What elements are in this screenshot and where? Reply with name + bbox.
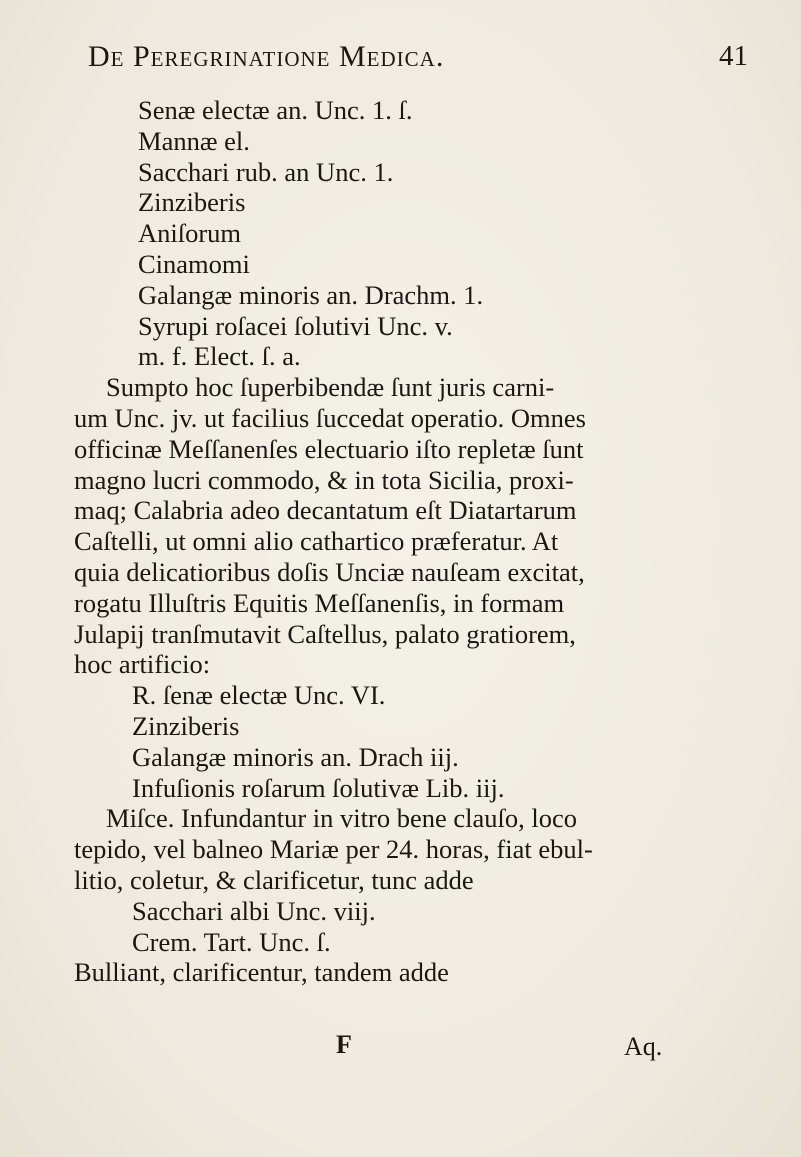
text-line: litio, coletur, & clarificetur, tunc adde xyxy=(74,864,474,895)
text-line: Sacchari rub. an Unc. 1. xyxy=(138,156,394,187)
text-line: Aniſorum xyxy=(138,218,242,249)
text-line: quia delicatioribus doſis Unciæ nauſeam excitat, xyxy=(74,556,585,587)
text-line: R. ſenæ electæ Unc. VI. xyxy=(132,680,386,711)
body-text xyxy=(74,95,754,988)
text-line: Mannæ el. xyxy=(138,125,250,156)
text-line: Miſce. Infundantur in vitro bene clauſo, loco xyxy=(106,803,577,834)
page-number: 41 xyxy=(719,40,748,72)
text-line: Cinamomi xyxy=(138,248,250,279)
running-title: De Peregrinatione Medica. xyxy=(88,40,445,73)
text-line: Zinziberis xyxy=(132,710,240,741)
running-header xyxy=(88,40,748,80)
page-footer xyxy=(74,1030,754,1064)
text-line: Syrupi roſacei ſolutivi Unc. v. xyxy=(138,310,453,341)
text-line: Galangæ minoris an. Drachm. 1. xyxy=(138,279,484,310)
signature-mark: F xyxy=(336,1030,352,1059)
text-line: hoc artificio: xyxy=(74,649,211,680)
text-line: Sumpto hoc ſuperbibendæ ſunt juris carni- xyxy=(106,372,555,403)
text-line: tepido, vel balneo Mariæ per 24. horas, fiat ebul- xyxy=(74,834,593,865)
text-line: Julapij tranſmutavit Caſtellus, palato gratiorem, xyxy=(74,618,576,649)
catchword: Aq. xyxy=(624,1032,663,1061)
text-line: Crem. Tart. Unc. ſ. xyxy=(132,926,331,957)
text-line: officinæ Meſſanenſes electuario iſto repletæ ſunt xyxy=(74,433,584,464)
text-line: Senæ electæ an. Unc. 1. ſ. xyxy=(138,95,413,125)
text-line: Caſtelli, ut omni alio cathartico præferatur. At xyxy=(74,526,559,557)
text-line: Galangæ minoris an. Drach iij. xyxy=(132,741,459,772)
text-line: Infuſionis roſarum ſolutivæ Lib. iij. xyxy=(132,772,505,803)
text-line: m. f. Elect. ſ. a. xyxy=(138,341,301,372)
text-line: um Unc. jv. ut facilius ſuccedat operatio. Omnes xyxy=(74,402,586,433)
text-line: magno lucri commodo, & in tota Sicilia, proxi- xyxy=(74,464,574,495)
text-line: Sacchari albi Unc. viij. xyxy=(132,895,376,926)
text-line: Zinziberis xyxy=(138,187,246,218)
text-line: rogatu Illuſtris Equitis Meſſanenſis, in formam xyxy=(74,587,565,618)
text-line: maq; Calabria adeo decantatum eſt Diatartarum xyxy=(74,495,577,526)
text-line: Bulliant, clarificentur, tandem adde xyxy=(74,957,449,988)
